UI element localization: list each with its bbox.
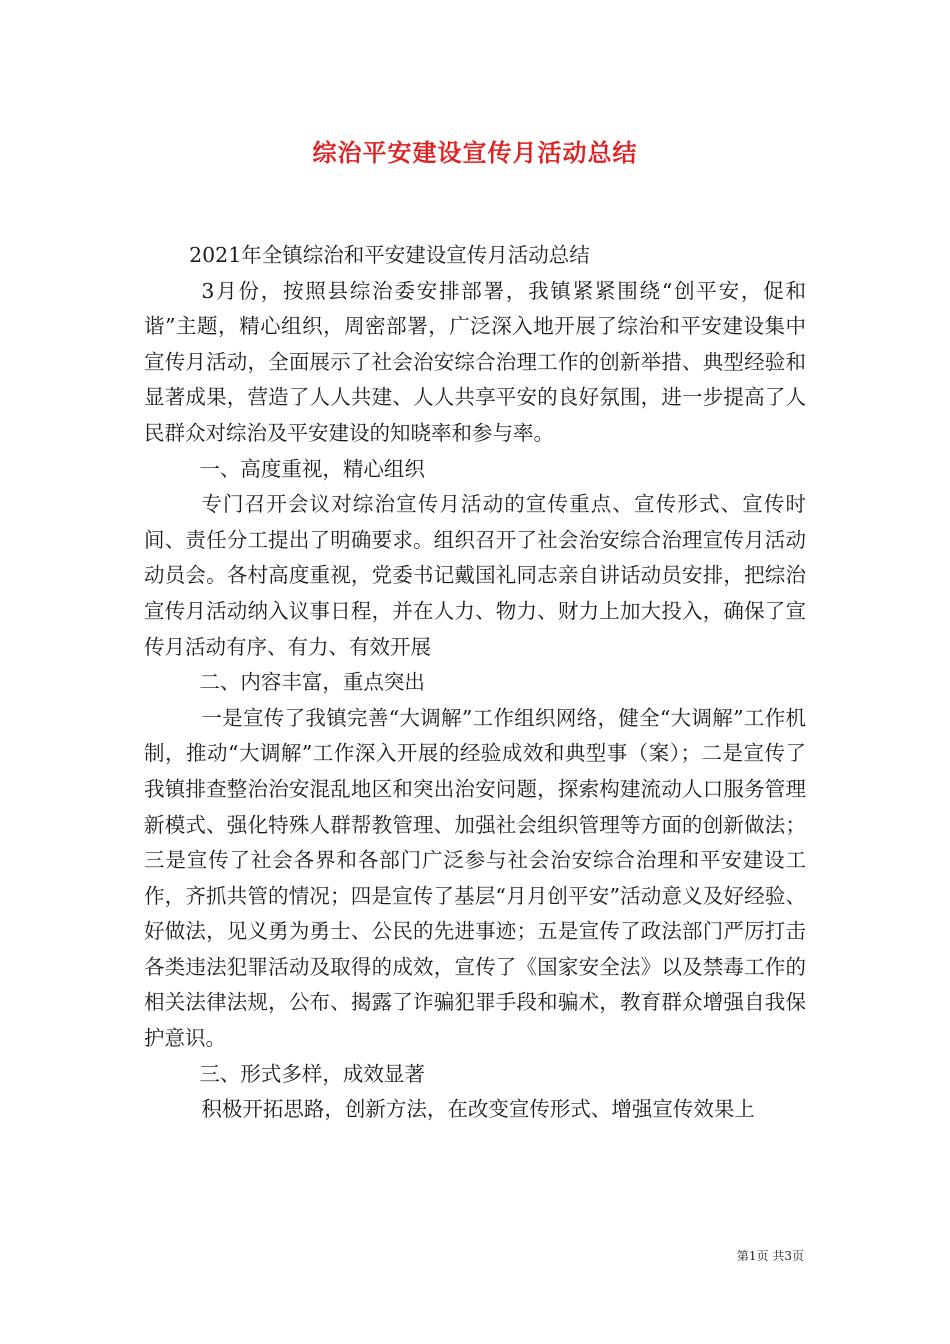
section-heading-1: 一、高度重视，精心组织 — [199, 456, 425, 481]
paragraph-section-2: 一是宣传了我镇完善“大调解”工作组织网络，健全“大调解”工作机制，推动“大调解”工作深入开展的经验成效和典型事（案）；二是宣传了我镇排查整治治安混乱地区和突出治安问题，探索构建流动人口服务管理新模式、强化特殊人群帮教管理、加强社会组织管理等方面的创新做法；三是宣传了社会各界和各部门广泛参与社会治安综合治理和平安建设工作，齐抓共管的情况；四是宣传了基层“月月创平安”活动意义及好经验、好做法，见义勇为勇士、公民的先进事迹；五是宣传了政法部门严厉打击各类违法犯罪活动及取得的成效，宣传了《国家安全法》以及禁毒工作的相关法律法规，公布、揭露了诈骗犯罪手段和骗术，教育群众增强自我保护意识。 — [144, 705, 806, 1051]
document-body — [144, 238, 806, 1128]
document-title: 综治平安建设宣传月活动总结 — [312, 138, 638, 167]
paragraph-intro: 3月份，按照县综治委安排部署，我镇紧紧围绕“创平安，促和谐”主题，精心组织，周密部署，广泛深入地开展了综治和平安建设集中宣传月活动，全面展示了社会治安综合治理工作的创新举措、典型经验和显著成果，营造了人人共建、人人共享平安的良好氛围，进一步提高了人民群众对综治及平安建设的知晓率和参与率。 — [144, 278, 806, 445]
paragraph-section-1: 专门召开会议对综治宣传月活动的宣传重点、宣传形式、宣传时间、责任分工提出了明确要求。组织召开了社会治安综合治理宣传月活动动员会。各村高度重视，党委书记戴国礼同志亲自讲话动员安排，把综治宣传月活动纳入议事日程，并在人力、物力、财力上加大投入，确保了宣传月活动有序、有力、有效开展 — [144, 492, 806, 659]
section-heading-3: 三、形式多样，成效显著 — [199, 1061, 425, 1086]
paragraph-section-3: 积极开拓思路，创新方法，在改变宣传形式、增强宣传效果上 — [201, 1097, 755, 1122]
document-subtitle: 2021年全镇综治和平安建设宣传月活动总结 — [189, 243, 590, 267]
page-number-footer: 第1页 共3页 — [736, 1249, 804, 1263]
section-heading-2: 二、内容丰富，重点突出 — [199, 670, 425, 695]
